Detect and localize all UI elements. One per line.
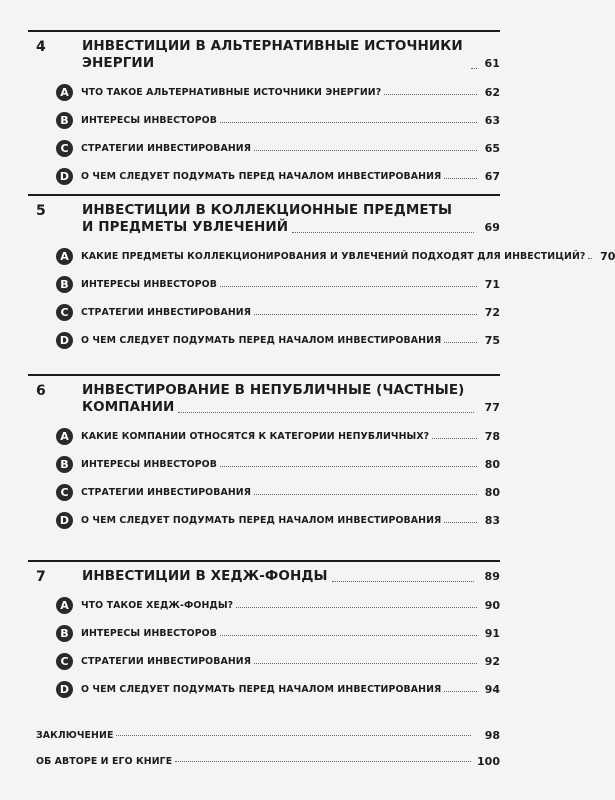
toc-entry[interactable] bbox=[56, 450, 500, 478]
dot-leader bbox=[292, 232, 474, 233]
entry-page: 83 bbox=[484, 513, 500, 527]
letter-badge: D bbox=[56, 332, 73, 349]
dot-leader bbox=[178, 412, 474, 413]
toc-entry[interactable] bbox=[56, 478, 500, 506]
entry-page: 80 bbox=[484, 457, 500, 471]
entry-title: О ЧЕМ СЛЕДУЕТ ПОДУМАТЬ ПЕРЕД НАЧАЛОМ ИНВЕСТИРОВАНИЯ bbox=[81, 683, 442, 695]
entry-page: 90 bbox=[484, 598, 500, 612]
toc-entry[interactable] bbox=[56, 422, 500, 450]
chapter-title-line bbox=[82, 219, 500, 236]
toc-entry[interactable] bbox=[56, 619, 500, 647]
entry-title: СТРАТЕГИИ ИНВЕСТИРОВАНИЯ bbox=[81, 486, 252, 498]
letter-badge: B bbox=[56, 456, 73, 473]
toc-entry[interactable] bbox=[56, 591, 500, 619]
chapter-header bbox=[28, 562, 500, 585]
letter-badge: D bbox=[56, 168, 73, 185]
toc-entry[interactable] bbox=[56, 326, 500, 354]
entry-title: О ЧЕМ СЛЕДУЕТ ПОДУМАТЬ ПЕРЕД НАЧАЛОМ ИНВЕСТИРОВАНИЯ bbox=[81, 514, 442, 526]
dot-leader bbox=[444, 522, 477, 523]
entry-title: ИНТЕРЕСЫ ИНВЕСТОРОВ bbox=[81, 627, 217, 639]
chapter-title-line-2: И ПРЕДМЕТЫ УВЛЕЧЕНИЙ bbox=[82, 219, 289, 235]
dot-leader bbox=[444, 178, 477, 179]
dot-leader bbox=[220, 122, 477, 123]
dot-leader bbox=[254, 494, 477, 495]
dot-leader bbox=[236, 607, 477, 608]
chapter-page: 61 bbox=[484, 57, 500, 70]
dot-leader bbox=[220, 466, 477, 467]
chapter-page: 89 bbox=[484, 570, 500, 583]
entry-page: 62 bbox=[484, 85, 500, 99]
dot-leader bbox=[220, 286, 477, 287]
dot-leader bbox=[220, 635, 477, 636]
letter-badge: D bbox=[56, 512, 73, 529]
letter-badge: C bbox=[56, 304, 73, 321]
entry-page: 91 bbox=[484, 626, 500, 640]
chapter-page: 69 bbox=[484, 221, 500, 234]
chapter-header bbox=[28, 196, 500, 236]
entry-page: 72 bbox=[484, 305, 500, 319]
dot-leader bbox=[175, 761, 471, 762]
letter-badge: B bbox=[56, 112, 73, 129]
chapter-header bbox=[28, 32, 500, 72]
entry-title: ОБ АВТОРЕ И ЕГО КНИГЕ bbox=[36, 755, 173, 767]
letter-badge: C bbox=[56, 484, 73, 501]
dot-leader bbox=[254, 150, 477, 151]
entry-page: 94 bbox=[484, 682, 500, 696]
chapter-5 bbox=[28, 194, 615, 354]
chapter-header bbox=[28, 376, 500, 416]
entry-title: О ЧЕМ СЛЕДУЕТ ПОДУМАТЬ ПЕРЕД НАЧАЛОМ ИНВЕСТИРОВАНИЯ bbox=[81, 170, 442, 182]
chapter-number: 4 bbox=[36, 39, 46, 55]
chapter-title-line bbox=[82, 38, 500, 72]
dot-leader bbox=[588, 258, 592, 259]
chapter-title-line-1: ИНВЕСТИРОВАНИЕ В НЕПУБЛИЧНЫЕ (ЧАСТНЫЕ) bbox=[82, 382, 465, 398]
toc-entry[interactable] bbox=[56, 270, 500, 298]
entry-title: ЧТО ТАКОЕ ХЕДЖ-ФОНДЫ? bbox=[81, 599, 234, 611]
letter-badge: C bbox=[56, 653, 73, 670]
chapter-7 bbox=[28, 560, 500, 703]
dot-leader bbox=[332, 581, 474, 582]
entry-page: 78 bbox=[484, 429, 500, 443]
entry-title: ЗАКЛЮЧЕНИЕ bbox=[36, 729, 114, 741]
dot-leader bbox=[444, 691, 477, 692]
chapter-title-line bbox=[82, 568, 500, 585]
toc-entry[interactable] bbox=[56, 647, 500, 675]
toc-entry[interactable] bbox=[56, 134, 500, 162]
chapter-title: ИНВЕСТИЦИИ В ХЕДЖ-ФОНДЫ bbox=[82, 568, 328, 584]
toc-entry[interactable] bbox=[56, 506, 500, 534]
toc-entry-about-author[interactable] bbox=[36, 748, 500, 774]
chapter-title: ИНВЕСТИЦИИ В АЛЬТЕРНАТИВНЫЕ ИСТОЧНИКИ ЭНЕРГИИ bbox=[82, 38, 463, 71]
entry-page: 92 bbox=[484, 654, 500, 668]
toc-entry[interactable] bbox=[56, 298, 500, 326]
entry-page: 70 bbox=[600, 249, 615, 263]
entry-page: 75 bbox=[484, 333, 500, 347]
chapter-4 bbox=[28, 30, 500, 190]
dot-leader bbox=[471, 68, 477, 69]
chapter-number: 6 bbox=[36, 383, 46, 399]
toc-entry-conclusion[interactable] bbox=[36, 722, 500, 748]
entry-title: СТРАТЕГИИ ИНВЕСТИРОВАНИЯ bbox=[81, 142, 252, 154]
dot-leader bbox=[254, 314, 477, 315]
letter-badge: B bbox=[56, 625, 73, 642]
entry-title: СТРАТЕГИИ ИНВЕСТИРОВАНИЯ bbox=[81, 306, 252, 318]
entry-title: О ЧЕМ СЛЕДУЕТ ПОДУМАТЬ ПЕРЕД НАЧАЛОМ ИНВЕСТИРОВАНИЯ bbox=[81, 334, 442, 346]
chapter-number: 7 bbox=[36, 569, 46, 585]
entry-title: ИНТЕРЕСЫ ИНВЕСТОРОВ bbox=[81, 458, 217, 470]
chapter-page: 77 bbox=[484, 401, 500, 414]
entry-page: 98 bbox=[484, 728, 500, 742]
chapter-title-line-1: ИНВЕСТИЦИИ В КОЛЛЕКЦИОННЫЕ ПРЕДМЕТЫ bbox=[82, 202, 453, 218]
entry-title: КАКИЕ КОМПАНИИ ОТНОСЯТСЯ К КАТЕГОРИИ НЕПУБЛИЧНЫХ? bbox=[81, 430, 430, 442]
letter-badge: D bbox=[56, 681, 73, 698]
chapter-title bbox=[82, 202, 500, 236]
dot-leader bbox=[384, 94, 477, 95]
entry-page: 65 bbox=[484, 141, 500, 155]
entry-title: ИНТЕРЕСЫ ИНВЕСТОРОВ bbox=[81, 114, 217, 126]
dot-leader bbox=[444, 342, 477, 343]
chapter-title-line-2: КОМПАНИИ bbox=[82, 399, 175, 415]
entry-title: ЧТО ТАКОЕ АЛЬТЕРНАТИВНЫЕ ИСТОЧНИКИ ЭНЕРГИИ? bbox=[81, 86, 382, 98]
entry-page: 67 bbox=[484, 169, 500, 183]
entry-page: 63 bbox=[484, 113, 500, 127]
toc-entry[interactable] bbox=[56, 242, 615, 270]
entry-title: КАКИЕ ПРЕДМЕТЫ КОЛЛЕКЦИОНИРОВАНИЯ И УВЛЕЧЕНИЙ ПОДХОДЯТ ДЛЯ ИНВЕСТИЦИЙ? bbox=[81, 250, 586, 262]
dot-leader bbox=[116, 735, 471, 736]
letter-badge: A bbox=[56, 84, 73, 101]
letter-badge: C bbox=[56, 140, 73, 157]
letter-badge: A bbox=[56, 597, 73, 614]
letter-badge: A bbox=[56, 248, 73, 265]
chapter-title-line bbox=[82, 399, 500, 416]
toc-entry[interactable] bbox=[56, 675, 500, 703]
entry-page: 100 bbox=[477, 754, 500, 768]
dot-leader bbox=[254, 663, 477, 664]
entry-page: 71 bbox=[484, 277, 500, 291]
toc-entry[interactable] bbox=[56, 162, 500, 190]
toc-entry[interactable] bbox=[56, 78, 500, 106]
letter-badge: A bbox=[56, 428, 73, 445]
entry-title: СТРАТЕГИИ ИНВЕСТИРОВАНИЯ bbox=[81, 655, 252, 667]
back-matter bbox=[28, 722, 500, 774]
entry-title: ИНТЕРЕСЫ ИНВЕСТОРОВ bbox=[81, 278, 217, 290]
dot-leader bbox=[432, 438, 477, 439]
toc-entry[interactable] bbox=[56, 106, 500, 134]
chapter-6 bbox=[28, 374, 500, 534]
entry-page: 80 bbox=[484, 485, 500, 499]
letter-badge: B bbox=[56, 276, 73, 293]
chapter-title bbox=[82, 382, 500, 416]
chapter-number: 5 bbox=[36, 203, 46, 219]
